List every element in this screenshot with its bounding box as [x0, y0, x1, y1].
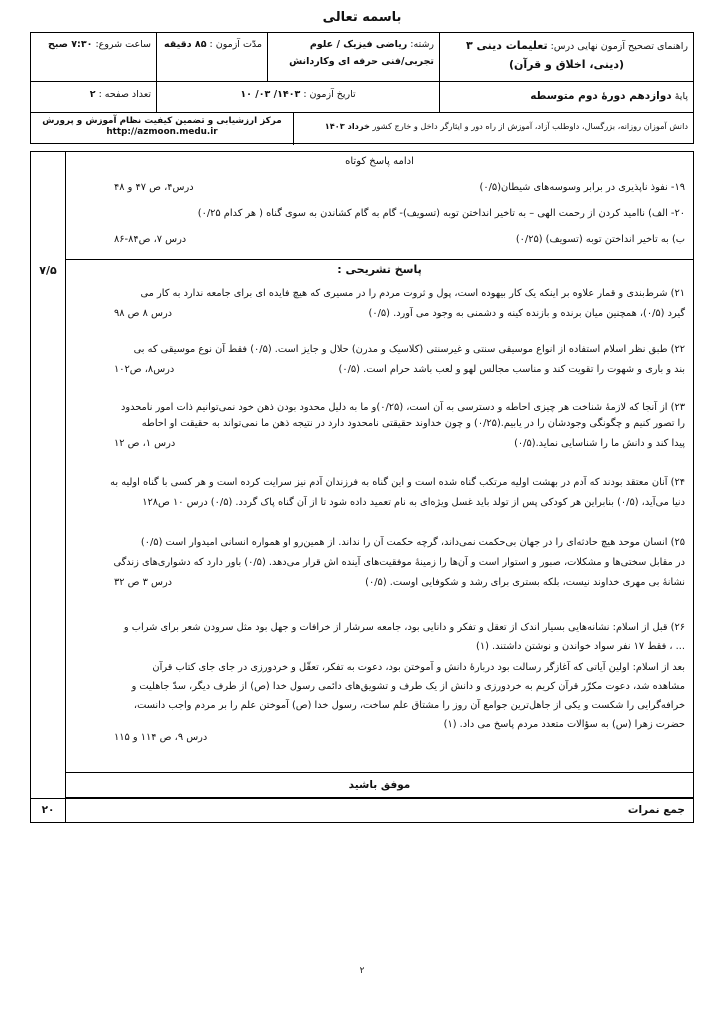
- answer-25-ref: درس ۳ ص ۳۲: [114, 577, 173, 588]
- field-value-2: تجربی/فنی حرفه ای وکاردانش: [289, 55, 434, 67]
- session-value: خرداد ۱۴۰۳: [324, 121, 370, 131]
- answer-line: دنیا می‌آید، (۰/۵) بنابراین هر کودکی پس از تولد باید غسل ویژه‌ای به نام تعمید داده شود تا از آن گناه پاک گردد. (۰/۵) درس ۱۰ ص۱۲۸: [142, 497, 685, 508]
- field-cell: [268, 33, 439, 81]
- section-score: ۷/۵: [39, 264, 57, 277]
- pages-value: ۲: [89, 89, 96, 100]
- date-cell: [157, 82, 439, 112]
- page-number: ۲: [359, 966, 365, 976]
- answer-21-ref: درس ۸ ص ۹۸: [114, 308, 173, 319]
- answer-line: بند و باری و شهوت را تقویت کند و مناسب مجالس لهو و لعب باشد حرام است. (۰/۵): [338, 364, 685, 375]
- duration-cell: [157, 33, 267, 81]
- duration-label: مدّت آزمون :: [209, 39, 262, 50]
- answer-line: حضرت زهرا (س) به سؤالات متعدد مردم پاسخ می داد. (۱): [443, 719, 685, 730]
- start-time-cell: [31, 33, 156, 81]
- descriptive-answers: [66, 260, 693, 772]
- answer-line: نشانهٔ بی مهری خداوند نیست، بلکه بستری برای رشد و شکوفایی اوست. (۰/۵): [365, 577, 685, 588]
- answer-20b: [74, 234, 685, 245]
- grade-value: دوازدهم دورهٔ دوم متوسطه: [530, 90, 672, 102]
- answer-21: [74, 286, 685, 322]
- answer-25: [74, 535, 685, 591]
- answer-22-ref: درس۸، ص۱۰۲: [114, 364, 175, 375]
- field-value: ریاضی فیزیک / علوم: [309, 39, 408, 50]
- start-label: ساعت شروع:: [95, 39, 151, 50]
- answer-line: را تصور کنیم و چگونگی وجودشان را در یابیم.(۰/۲۵) و چون خداوند حقیقتی نامحدود دارد در نتیجه ذهن ما نمی‌تواند به حقیقت او احاطه: [141, 418, 685, 429]
- exam-header: [30, 32, 694, 144]
- answer-19-text: ۱۹- نفوذ ناپذیری در برابر وسوسه‌های شیطان(۰/۵): [479, 182, 685, 193]
- answer-26: [74, 620, 685, 743]
- center-name: مرکز ارزشیابی و تضمین کیفیت نظام آموزش و پرورش: [42, 116, 282, 126]
- answer-19-ref: درس۴، ص ۴۷ و ۴۸: [114, 182, 194, 193]
- answer-24: [74, 475, 685, 511]
- answer-23-ref: درس ۱، ص ۱۲: [114, 438, 176, 449]
- answer-23: [74, 400, 685, 452]
- answers-box: [30, 151, 694, 823]
- continuation-title: ادامه پاسخ کوتاه: [345, 156, 414, 167]
- date-label: تاریخ آزمون :: [303, 89, 356, 100]
- start-value: ۷:۳۰ صبح: [48, 39, 93, 50]
- answer-line: مشاهده شد، دعوت مکرّر قرآن کریم به خردورزی و دانش از یک طرف و تشویق‌های دائمی رسول خدا (ص) از طرف دیگر، سدّ جاهلیت و: [131, 681, 685, 692]
- good-luck-row: موفق باشید: [66, 772, 693, 798]
- answer-line: ۲۱) شرط‌بندی و قمار علاوه بر اینکه یک کار بیهوده است، پول و ثروت مردم را در مسیری که هیچ فایده ای برای جامعه ندارد به کار می: [140, 288, 685, 299]
- answer-line: پیدا کند و دانش ما را شناسایی نماید.(۰/۵): [514, 438, 685, 449]
- center-cell: [31, 113, 293, 145]
- duration-value: ۸۵ دقیقه: [164, 39, 207, 50]
- answer-22: [74, 342, 685, 378]
- grade-label: پایهٔ: [674, 91, 688, 102]
- center-url[interactable]: http://azmoon.medu.ir: [106, 126, 218, 137]
- subject-subtitle: (دینی، اخلاق و قرآن): [508, 57, 625, 71]
- date-value: ۱۴۰۳/ ۰۳/ ۱۰: [240, 89, 301, 100]
- answer-20a: [74, 208, 685, 219]
- short-answers-continuation: [66, 152, 693, 260]
- students-cell: [293, 113, 693, 145]
- answer-line: گیرد (۰/۵)، همچنین میان برنده و بازنده کینه و دشمنی به وجود می آورد. (۰/۵): [368, 308, 685, 319]
- answer-20a-text: ۲۰- الف) ناامید کردن از رحمت الهی – به تاخیر انداختن توبه (تسویف)- گام به گام کشاندن به سوی گناه ( هر کدام ۰/۲۵): [197, 208, 685, 219]
- answer-line: ۲۵) انسان موحد هیچ حادثه‌ای را در جهان بی‌حکمت نمی‌داند، گرچه حکمت آن را نداند. از همین‌رو او همواره انسانی امیدوار است (۰/۵): [140, 537, 685, 548]
- answer-20b-text: ب) به تاخیر انداختن توبه (تسویف) (۰/۲۵): [515, 234, 685, 245]
- field-label: رشته:: [410, 39, 434, 50]
- total-row: [31, 798, 693, 822]
- subject-name: تعلیمات دینی ۳: [465, 39, 548, 52]
- answer-line: خرافه‌گرایی را شکست و یکی از جاهل‌ترین جوامع آن روز را مشتاق علم ساخت، رسول خدا (ص) آموختن علم را بر مردم واجب دانست،: [133, 700, 685, 711]
- answer-line: ۲۴) آنان معتقد بودند که آدم در بهشت اولیه مرتکب گناه شده است و این گناه به فرزندان آدم نیز سرایت کرده است و هر کسی با گناه اولیه به: [110, 477, 685, 488]
- answer-line: ۲۳) از آنجا که لازمهٔ شناخت هر چیزی احاطه و دسترسی به آن است، (۰/۲۵)و ما به دلیل محدود بودن ذهن خود نمی‌توانیم ذات امور نامحدود: [121, 402, 685, 413]
- answer-19: [74, 182, 685, 193]
- section-title: پاسخ تشریحی :: [337, 263, 422, 276]
- answer-26-ref: درس ۹، ص ۱۱۴ و ۱۱۵: [114, 732, 208, 743]
- answer-line: در مقابل سختی‌ها و مشکلات، صبور و استوار است و آن‌ها را زمینهٔ موفقیت‌های آینده اش قرار می‌دهد. (۰/۵) باور دارد که دشواری‌های زندگی: [113, 557, 685, 568]
- total-label: جمع نمرات: [627, 804, 685, 816]
- subject-cell: [440, 33, 693, 81]
- answer-line: بعد از اسلام: اولین آیاتی که آغازگر رسالت بود دربارهٔ دانش و آموختن بود، دعوت به تفکر، تعقّل و خردورزی در جای جای کتاب قرآن: [152, 662, 685, 673]
- students-text: دانش آموزان روزانه، بزرگسال، داوطلب آزاد، آموزش از راه دور و ایثارگر داخل و خارج کشور: [372, 121, 688, 131]
- pages-cell: [31, 82, 156, 112]
- total-value: ۲۰: [41, 804, 55, 816]
- answer-line: ۲۶) قبل از اسلام: نشانه‌هایی بسیار اندک از تعقل و تفکر و دانایی بود، جامعه سرشار از خرافات و جهل بود مثل سرودن شعر برای شراب و: [123, 622, 685, 633]
- answer-line: ۲۲) طبق نظر اسلام استفاده از انواع موسیقی سنتی و غیرسنتی (کلاسیک و مدرن) حلال و جایز است. (۰/۵) فقط آن نوع موسیقی که بی: [133, 344, 685, 355]
- answer-20b-ref: درس ۷، ص۸۴-۸۶: [114, 234, 187, 245]
- answer-line: ... ، فقط ۱۷ نفر سواد خواندن و نوشتن داشتند. (۱): [476, 641, 685, 652]
- pages-label: تعداد صفحه :: [98, 89, 151, 100]
- top-title: باسمه تعالی: [322, 10, 402, 25]
- guide-label: راهنمای تصحیح آزمون نهایی درس:: [550, 41, 688, 52]
- grade-cell: [440, 82, 693, 112]
